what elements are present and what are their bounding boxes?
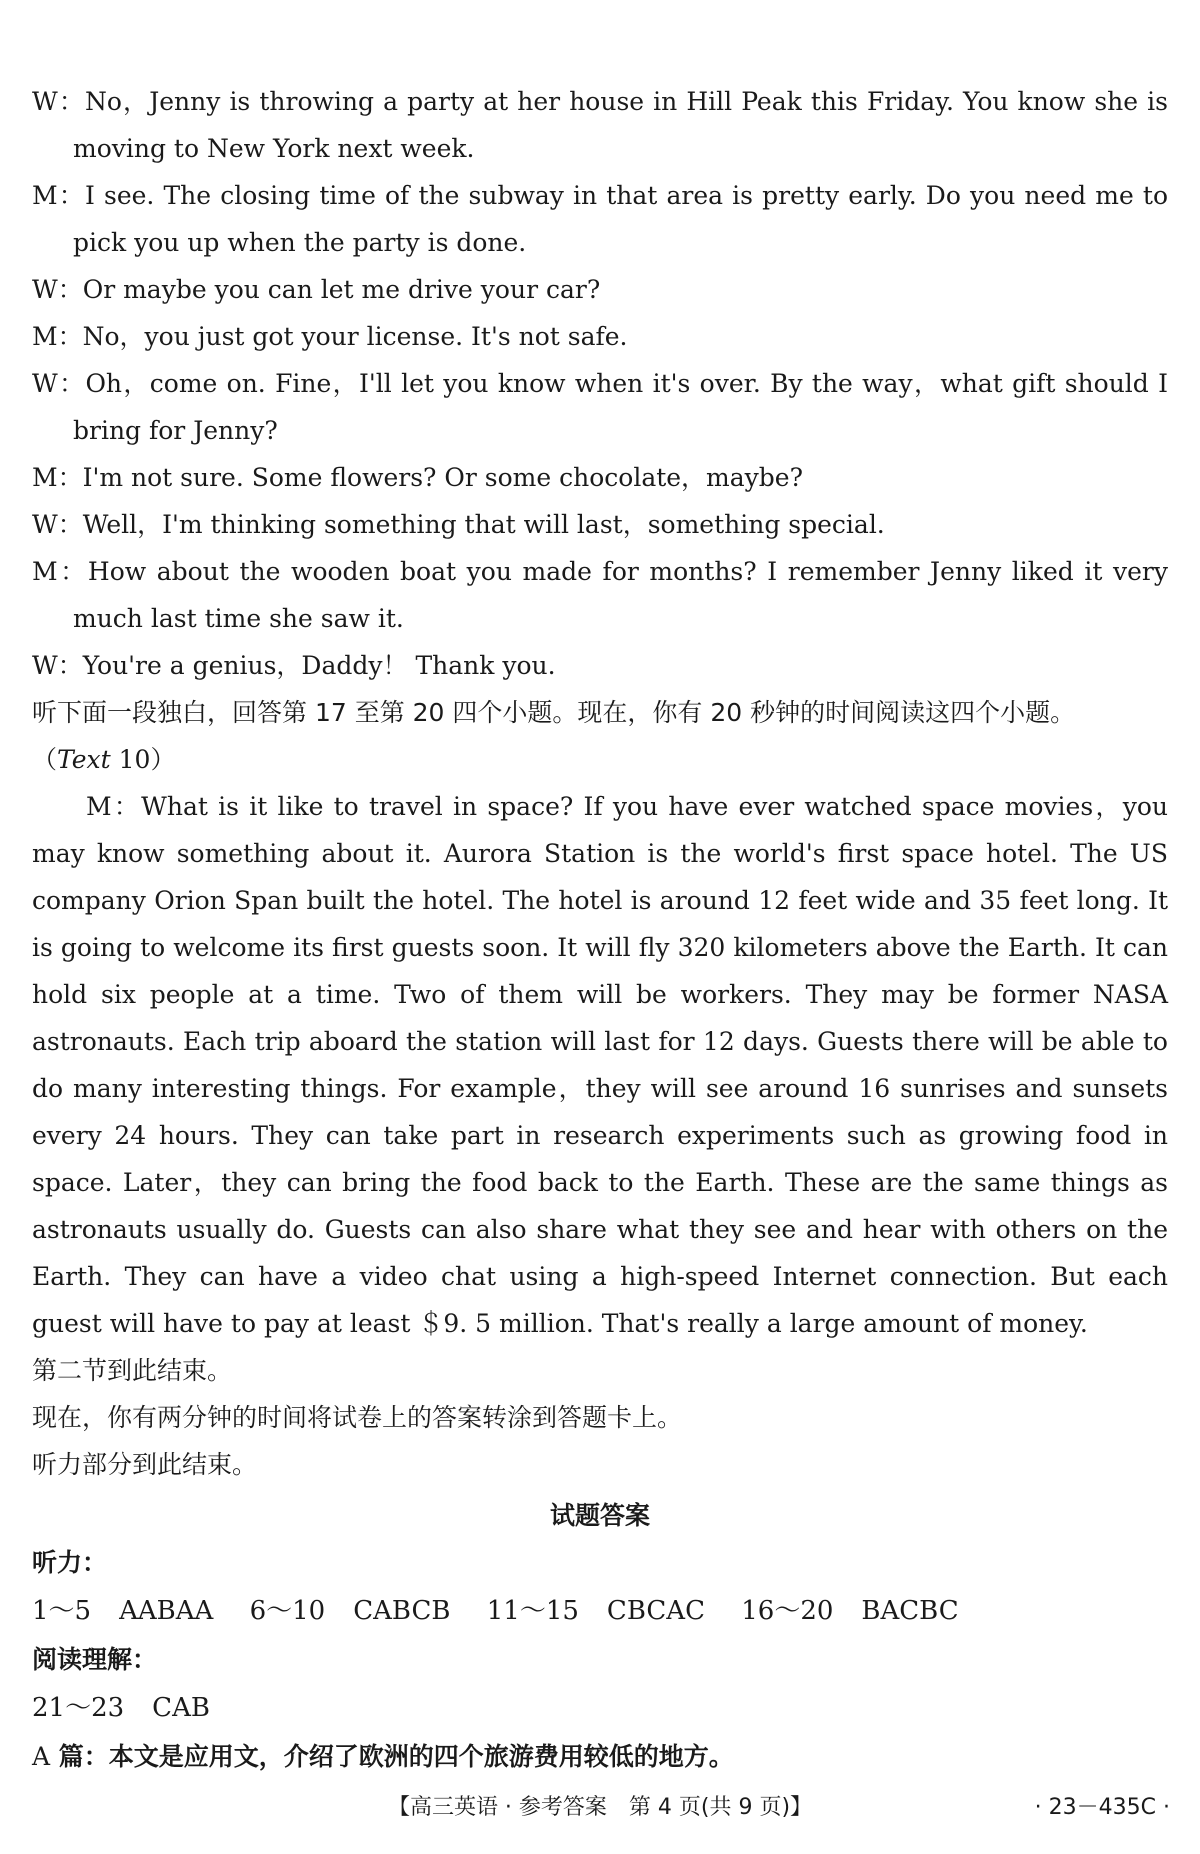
answer-value: CAB bbox=[152, 1693, 210, 1723]
dialogue-line: M：I'm not sure. Some flowers? Or some chocolate，maybe? bbox=[32, 463, 803, 492]
page-content bbox=[32, 78, 1168, 1780]
dialogue-line: M：No，you just got your license. It's not safe. bbox=[32, 322, 628, 351]
answer-range: 16～20 bbox=[741, 1596, 834, 1626]
section-a-prefix: A bbox=[32, 1742, 51, 1771]
dialogue-line: M：I see. The closing time of the subway in that area is pretty early. Do you need me to pick you up when the party is done. bbox=[32, 181, 1168, 257]
closing-line: 第二节到此结束。 bbox=[32, 1356, 233, 1385]
answer-value: BACBC bbox=[861, 1596, 959, 1626]
closing-line: 现在，你有两分钟的时间将试卷上的答案转涂到答题卡上。 bbox=[32, 1403, 683, 1432]
text10-label-close: 10） bbox=[110, 745, 176, 774]
section-a-summary bbox=[32, 1733, 1168, 1780]
footer-page-info: 【高三英语 · 参考答案 第 4 页(共 9 页)】 bbox=[387, 1795, 813, 1820]
listening-label: 听力： bbox=[32, 1548, 108, 1577]
answer-value: CABCB bbox=[353, 1596, 451, 1626]
answer-range: 21～23 bbox=[32, 1693, 125, 1723]
text10-label-open: （ bbox=[32, 745, 58, 774]
dialogue-line: W：No，Jenny is throwing a party at her house in Hill Peak this Friday. You know she is moving to New York next week. bbox=[32, 87, 1168, 163]
reading-label: 阅读理解： bbox=[32, 1645, 158, 1674]
answer-range: 6～10 bbox=[249, 1596, 326, 1626]
answers-title: 试题答案 bbox=[549, 1501, 650, 1530]
closing-line: 听力部分到此结束。 bbox=[32, 1450, 258, 1479]
instruction-text10: 听下面一段独白，回答第 17 至第 20 四个小题。现在，你有 20 秒钟的时间阅读这四个小题。 bbox=[32, 698, 1076, 727]
answer-range: 1～5 bbox=[32, 1596, 92, 1626]
text10-label-italic: Text bbox=[57, 745, 111, 774]
answer-value: AABAA bbox=[119, 1596, 214, 1626]
reading-answers bbox=[32, 1683, 1168, 1733]
answer-value: CBCAC bbox=[606, 1596, 705, 1626]
footer-code: · 23－435C · bbox=[1034, 1795, 1170, 1820]
monologue-paragraph: M：What is it like to travel in space? If you have ever watched space movies，you may know something about it. Aurora Station is the world's first space hotel. The US company Orion Span built the hotel. The hotel is around 12 feet wide and 35 feet long. It is going to welcome its first guests soon. It will fly 320 kilometers above the Earth. It can hold six people at a time. Two of them will be workers. They may be former NASA astronauts. Each trip aboard the station will last for 12 days. Guests there will be able to do many interesting things. For example，they will see around 16 sunrises and sunsets every 24 hours. They can take part in research experiments such as growing food in space. Later，they can bring the food back to the Earth. These are the same things as astronauts usually do. Guests can also share what they see and hear with others on the Earth. They can have a video chat using a high-speed Internet connection. But each guest will have to pay at least ＄9. 5 million. That's really a large amount of money. bbox=[32, 792, 1168, 1338]
dialogue-line: W：You're a genius，Daddy！ Thank you. bbox=[32, 651, 556, 680]
listening-answers bbox=[32, 1586, 1168, 1636]
dialogue-line: W：Or maybe you can let me drive your car? bbox=[32, 275, 601, 304]
text10-label bbox=[32, 736, 1168, 783]
dialogue-line: M：How about the wooden boat you made for months? I remember Jenny liked it very much last time she saw it. bbox=[32, 557, 1168, 633]
section-a-text: 篇：本文是应用文，介绍了欧洲的四个旅游费用较低的地方。 bbox=[50, 1742, 734, 1771]
dialogue-line: W：Oh，come on. Fine，I'll let you know when it's over. By the way，what gift should I bring for Jenny? bbox=[32, 369, 1168, 445]
answer-range: 11～15 bbox=[486, 1596, 579, 1626]
dialogue-line: W：Well，I'm thinking something that will last，something special. bbox=[32, 510, 885, 539]
